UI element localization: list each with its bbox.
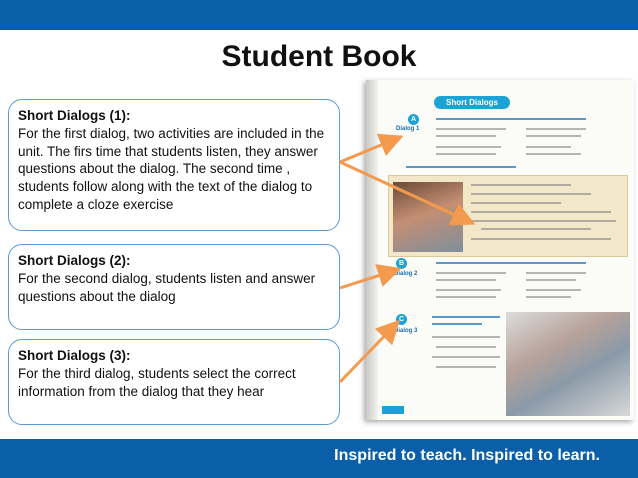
arrow-to-cloze xyxy=(340,162,470,222)
arrow-to-dialog-3 xyxy=(340,324,396,382)
arrow-to-dialog-2 xyxy=(340,270,396,288)
callout-body: For the first dialog, two activities are included in the unit. The firs time that students listen, they answer questions about the dialog. The second time , students follow along with the text of the dialog to complete a cloze exercise xyxy=(18,125,325,212)
arrow-to-dialog-1 xyxy=(340,138,398,162)
callout-heading: Short Dialogs (3): xyxy=(18,348,131,363)
slide-title: Student Book xyxy=(221,40,417,73)
callout-heading: Short Dialogs (1): xyxy=(18,108,131,123)
bottom-bar xyxy=(0,439,638,478)
dialog-label-2: Dialog 2 xyxy=(394,271,418,277)
section-badge-c: C xyxy=(396,314,407,325)
section-badge-b: B xyxy=(396,258,407,269)
section-badge-a: A xyxy=(408,114,419,125)
dialog-label-1: Dialog 1 xyxy=(396,126,420,132)
callout-body: For the third dialog, students select the correct information from the dialog that they hear xyxy=(18,365,296,399)
dialog-label-3: Dialog 3 xyxy=(394,328,418,334)
tagline: Inspired to teach. Inspired to learn. xyxy=(334,447,600,464)
book-section-heading: Short Dialogs xyxy=(434,96,510,109)
callout-body: For the second dialog, students listen and answer questions about the dialog xyxy=(18,270,316,304)
callout-heading: Short Dialogs (2): xyxy=(18,253,131,268)
